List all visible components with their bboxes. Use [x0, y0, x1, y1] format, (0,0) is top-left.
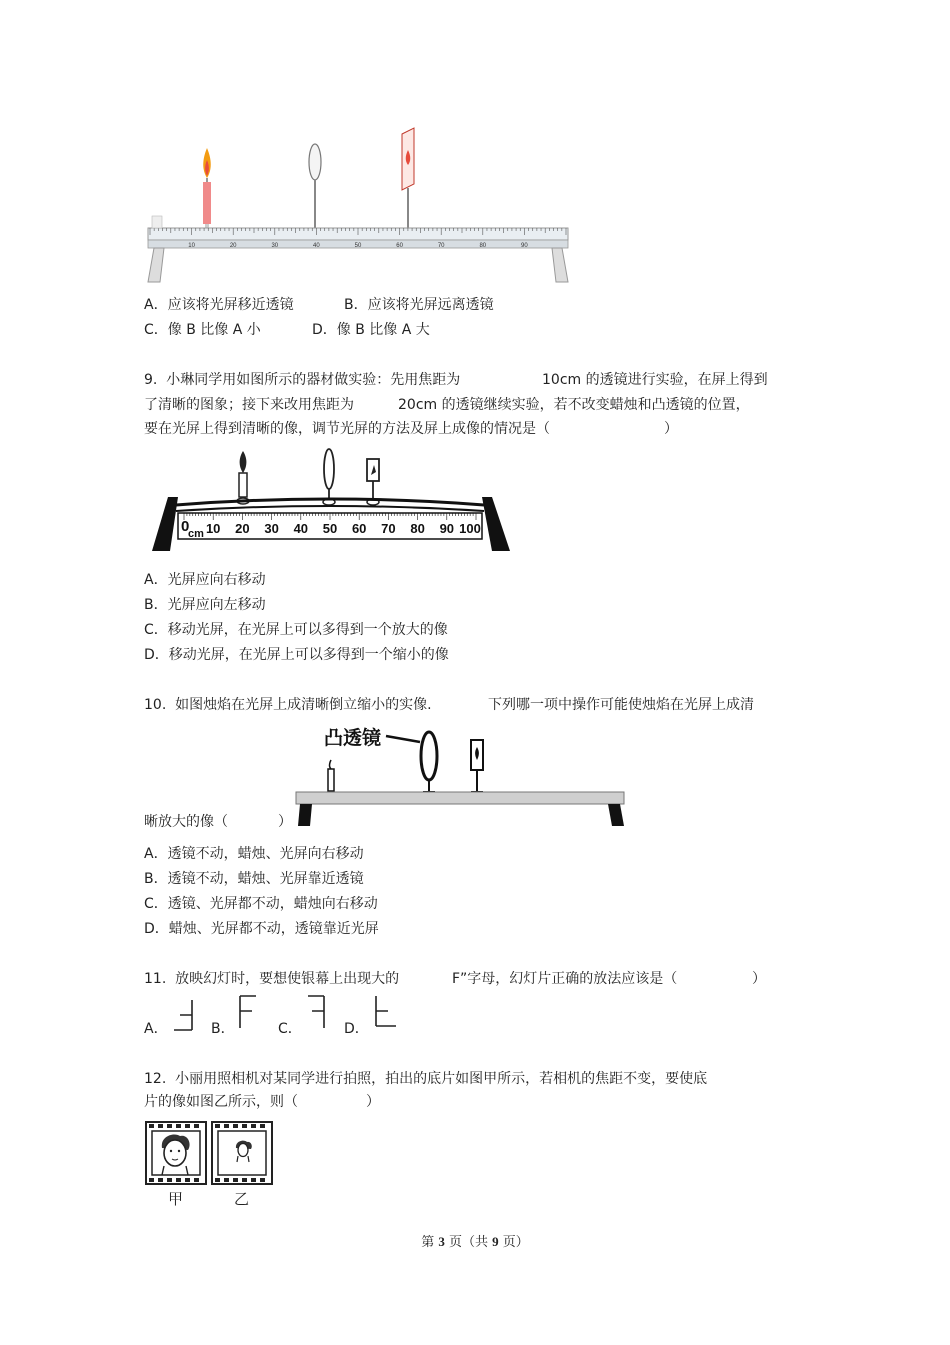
rotated-f-glyph-a [172, 998, 196, 1034]
ruler-tick-label: 30 [264, 521, 279, 536]
q11-option-d-label: D． [344, 1021, 369, 1037]
label-yi: 乙 [234, 1191, 250, 1208]
q9-option-d: D．移动光屏，在光屏上可以多得到一个缩小的像 [144, 647, 449, 663]
q11-option-a-label: A． [144, 1021, 168, 1037]
bench-tick-label: 30 [271, 243, 279, 249]
footer-mid: 页（共 [448, 1235, 488, 1250]
ruler-zero-label: 0 [181, 518, 190, 535]
q9-option-c: C．移动光屏，在光屏上可以多得到一个放大的像 [144, 622, 448, 638]
label-jia: 甲 [168, 1191, 184, 1208]
bench-tick-label: 60 [396, 243, 403, 249]
candle-icon [237, 451, 249, 504]
q8-option-a: A．应该将光屏移近透镜 [144, 297, 294, 313]
q10-option-c: C．透镜、光屏都不动，蜡烛向右移动 [144, 896, 378, 912]
q11-stem-b: F”字母，幻灯片正确的放法应该是（ [452, 971, 678, 987]
ruler-tick-label: 80 [410, 521, 425, 536]
q9-stem-line1b: 10cm 的透镜进行实验，在屏上得到 [542, 372, 768, 388]
q10-stem-line2a: 晰放大的像（ [144, 814, 228, 830]
ruler-tick-label: 40 [293, 521, 309, 536]
q10-optical-bench-figure [292, 720, 632, 830]
ruler-tick-label: 60 [351, 521, 367, 536]
q11-option-c-label: C． [278, 1021, 302, 1037]
q8-optical-bench-figure [140, 120, 580, 290]
bench-tick-label: 20 [229, 243, 237, 249]
q9-stem-line1a: 9. 小琳同学用如图所示的器材做实验：先用焦距为 [144, 372, 461, 388]
q10-stem-line2b: ） [278, 814, 292, 830]
q10-option-a: A．透镜不动，蜡烛、光屏向右移动 [144, 846, 364, 862]
ruler-tick-label: 90 [439, 521, 455, 536]
candle-icon [203, 148, 211, 232]
q8-option-b: B．应该将光屏远离透镜 [344, 297, 494, 313]
bench-tick-label: 40 [313, 243, 320, 249]
film-frame-jia [146, 1122, 206, 1184]
rotated-f-glyph-d [372, 994, 398, 1030]
ruler-tick-label: 20 [235, 521, 250, 536]
q10-option-d: D．蜡烛、光屏都不动，透镜靠近光屏 [144, 921, 379, 937]
q12-stem-line2b: ） [366, 1094, 380, 1110]
convex-lens-icon [309, 144, 321, 228]
q11-stem-a: 11. 放映幻灯时，要想使银幕上出现大的 [144, 971, 400, 987]
ruler-tick-label: 70 [381, 521, 396, 536]
candle-icon [328, 760, 334, 791]
bench-tick-label: 70 [437, 243, 445, 249]
q9-option-a: A．光屏应向右移动 [144, 572, 266, 588]
convex-lens-icon [323, 449, 335, 505]
q12-stem-line2a: 片的像如图乙所示，则（ [144, 1094, 298, 1110]
light-screen-icon [402, 128, 414, 228]
bench-tick-label: 10 [188, 243, 195, 249]
q9-optical-bench-figure [148, 445, 516, 555]
footer-suffix: 页） [502, 1235, 529, 1250]
q9-stem-line3a: 要在光屏上得到清晰的像，调节光屏的方法及屏上成像的情况是（ [144, 421, 550, 437]
q9-option-b: B．光屏应向左移动 [144, 597, 266, 613]
bench-tick-label: 50 [354, 243, 362, 249]
ruler-tick-label: 10 [205, 521, 221, 536]
q8-option-c: C．像 B 比像 A 小 [144, 322, 261, 338]
film-frame-yi [212, 1122, 272, 1184]
footer-total-pages: 9 [492, 1234, 499, 1249]
ruler-unit-label: cm [188, 528, 204, 540]
rotated-f-glyph-b [236, 994, 260, 1030]
q9-stem-line2b: 20cm 的透镜继续实验，若不改变蜡烛和凸透镜的位置， [398, 397, 750, 413]
q10-option-b: B．透镜不动，蜡烛、光屏靠近透镜 [144, 871, 364, 887]
bench-tick-label: 80 [479, 243, 487, 249]
q12-film-negatives-figure [144, 1118, 276, 1210]
q10-stem-line1a: 10. 如图烛焰在光屏上成清晰倒立缩小的实像. [144, 697, 432, 713]
footer-prefix: 第 [421, 1235, 435, 1250]
bench-tick-label: 90 [521, 243, 528, 249]
convex-lens-icon [421, 732, 437, 792]
q11-stem-c: ） [752, 971, 766, 987]
page-footer [0, 1231, 950, 1250]
q8-option-d: D．像 B 比像 A 大 [312, 322, 430, 338]
q10-stem-line1b: 下列哪一项中操作可能使烛焰在光屏上成清 [488, 697, 754, 713]
q12-stem-line1: 12. 小丽用照相机对某同学进行拍照，拍出的底片如图甲所示，若相机的焦距不变，要使底 [144, 1071, 708, 1087]
footer-page-number: 3 [438, 1234, 445, 1249]
q11-option-b-label: B． [211, 1021, 235, 1037]
ruler-tick-label: 50 [322, 521, 338, 536]
convex-lens-label: 凸透镜 [324, 728, 382, 749]
q9-stem-line2a: 了清晰的图象；接下来改用焦距为 [144, 397, 354, 413]
light-screen-icon [471, 740, 483, 792]
q9-stem-line3b: ） [664, 421, 678, 437]
rotated-f-glyph-c [304, 994, 328, 1030]
ruler-tick-label: 100 [459, 521, 481, 536]
